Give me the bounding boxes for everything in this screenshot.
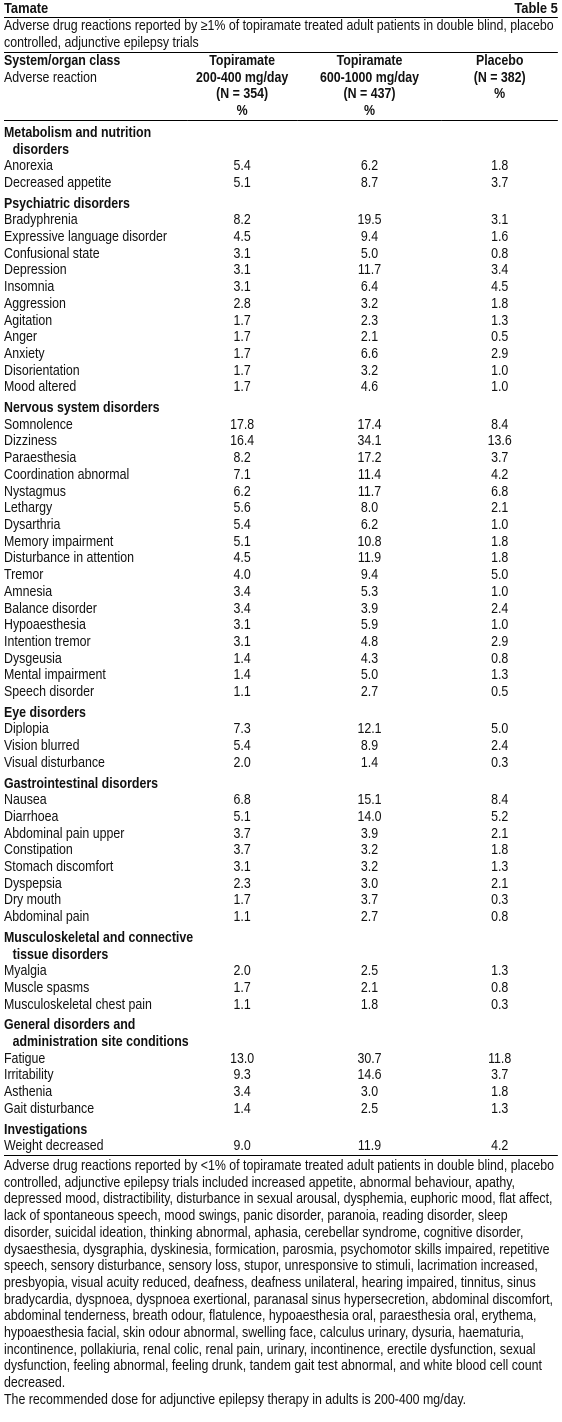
- section-heading-row: [4, 1017, 558, 1034]
- value-placebo: 8.4: [491, 792, 509, 809]
- table-row: [4, 1067, 558, 1084]
- section-heading: Musculoskeletal and connective: [4, 929, 194, 946]
- value-topiramate-high: 4.8: [360, 633, 379, 650]
- value-placebo: 1.3: [491, 667, 509, 684]
- table-row: [4, 1138, 558, 1155]
- reaction-name: Decreased appetite: [4, 174, 112, 191]
- table-row: [4, 601, 558, 618]
- value-topiramate-high: 1.8: [360, 996, 379, 1013]
- table-row: [4, 909, 558, 926]
- reaction-name: Somnolence: [4, 416, 73, 433]
- value-placebo: 0.3: [491, 996, 509, 1013]
- value-topiramate-high: 17.2: [357, 450, 382, 467]
- value-topiramate-low: 1.7: [233, 329, 251, 346]
- section-heading: Nervous system disorders: [4, 400, 160, 417]
- table-row: [4, 617, 558, 634]
- value-placebo: 3.4: [491, 262, 509, 279]
- value-topiramate-high: 6.4: [360, 279, 379, 296]
- value-topiramate-high: 1.4: [360, 754, 379, 771]
- table-row: [4, 450, 558, 467]
- value-topiramate-low: 5.4: [233, 158, 251, 175]
- value-topiramate-low: 3.1: [233, 859, 251, 876]
- table-row: [4, 246, 558, 263]
- value-topiramate-high: 3.2: [360, 295, 379, 312]
- value-placebo: 1.8: [491, 533, 509, 550]
- value-placebo: 1.8: [491, 295, 509, 312]
- value-topiramate-low: 7.3: [233, 721, 251, 738]
- value-topiramate-low: 1.4: [233, 667, 251, 684]
- column-header-line: Placebo: [475, 53, 524, 69]
- value-topiramate-high: 5.3: [360, 583, 379, 600]
- reaction-name: Memory impairment: [4, 533, 114, 550]
- value-topiramate-high: 12.1: [357, 721, 382, 738]
- value-placebo: 2.1: [491, 500, 509, 517]
- table-row: [4, 826, 558, 843]
- value-placebo: 5.2: [491, 808, 509, 825]
- value-topiramate-low: 9.3: [233, 1067, 251, 1084]
- value-topiramate-low: 2.8: [233, 295, 251, 312]
- reaction-name: Asthenia: [4, 1084, 53, 1101]
- value-placebo: 5.0: [491, 721, 509, 738]
- value-topiramate-high: 14.0: [357, 808, 382, 825]
- section-heading: administration site conditions: [12, 1034, 189, 1051]
- value-topiramate-low: 3.4: [233, 583, 251, 600]
- table-header-row: [4, 53, 558, 120]
- value-topiramate-high: 3.2: [360, 362, 379, 379]
- value-topiramate-high: 11.7: [357, 262, 382, 279]
- table-row: [4, 212, 558, 229]
- value-placebo: 1.0: [491, 516, 509, 533]
- value-topiramate-high: 19.5: [357, 212, 382, 229]
- section-heading-row: [4, 930, 558, 947]
- value-topiramate-low: 13.0: [230, 1050, 255, 1067]
- value-topiramate-low: 5.6: [233, 500, 251, 517]
- value-topiramate-high: 6.2: [360, 158, 379, 175]
- value-topiramate-high: 2.3: [360, 312, 379, 329]
- document-page: [4, 0, 558, 1409]
- section-heading-row: [4, 196, 558, 213]
- value-topiramate-low: 5.4: [233, 516, 251, 533]
- table-row: [4, 1051, 558, 1068]
- value-placebo: 3.7: [491, 174, 509, 191]
- value-topiramate-low: 1.7: [233, 379, 251, 396]
- value-topiramate-low: 2.0: [233, 754, 251, 771]
- section-heading-row: [4, 400, 558, 417]
- reaction-name: Dizziness: [4, 433, 57, 450]
- value-placebo: 2.4: [491, 738, 509, 755]
- value-topiramate-low: 16.4: [230, 433, 255, 450]
- section-heading-row: [4, 1122, 558, 1139]
- value-placebo: 11.8: [488, 1050, 512, 1067]
- value-topiramate-high: 11.9: [357, 1138, 382, 1155]
- value-topiramate-high: 2.7: [360, 684, 379, 701]
- section-heading: Psychiatric disorders: [4, 195, 130, 212]
- reaction-name: Disorientation: [4, 362, 80, 379]
- value-placebo: 0.3: [491, 892, 509, 909]
- value-topiramate-low: 1.4: [233, 1100, 251, 1117]
- value-placebo: 0.5: [491, 329, 509, 346]
- table-row: [4, 667, 558, 684]
- column-header-line: 200-400 mg/day: [196, 69, 289, 86]
- value-topiramate-high: 11.7: [357, 483, 382, 500]
- value-topiramate-low: 1.7: [233, 312, 251, 329]
- reaction-name: Agitation: [4, 312, 53, 329]
- footnote-rare-reactions: Adverse drug reactions reported by <1% of topiramate treated adult patients in double blind, placebo controlled, adjunctive epilepsy trials included increased appetite, abnormal behaviour, apathy, depressed mood, distractibility, disturbance in sexual arousal, dysphemia, euphoric mood, flat affect, lack of spontaneous speech, mood swings, panic disorder, paranoia, reading disorder, sleep disorder, suicidal ideation, thinking abnormal, aphasia, cerebellar syndrome, cognitive disorder, dysaesthesia, dysgraphia, dyskinesia, formication, parosmia, psychomotor skills impaired, repetitive speech, sensory disturbance, sensory loss, stupor, unresponsive to stimuli, lacrimation increased, presbyopia, visual acuity reduced, deafness, deafness unilateral, hearing impaired, tinnitus, sinus bradycardia, dyspnoea, dyspnoea exertional, paranasal sinus hypersecretion, abdominal discomfort, abdominal tenderness, breath odour, flatulence, hypoaesthesia oral, paraesthesia oral, erythema, hypoaesthesia facial, skin odour abnormal, swelling face, calculus urinary, dysuria, haematuria, incontinence, pollakiuria, renal colic, renal pain, urinary, incontinence, erectile dysfunction, sexual dysfunction, feeling abnormal, feeling drunk, tandem gait test abnormal, and white blood cell count decreased.: [4, 1158, 555, 1392]
- reaction-name: Amnesia: [4, 583, 53, 600]
- value-topiramate-high: 30.7: [357, 1050, 382, 1067]
- value-topiramate-high: 2.5: [360, 963, 379, 980]
- reaction-name: Abdominal pain: [4, 909, 90, 926]
- value-placebo: 3.7: [491, 1067, 509, 1084]
- value-topiramate-low: 3.1: [233, 279, 251, 296]
- table-row: [4, 379, 558, 396]
- value-placebo: 4.5: [491, 279, 509, 296]
- value-topiramate-low: 3.7: [233, 825, 251, 842]
- value-topiramate-high: 5.0: [360, 245, 379, 262]
- value-topiramate-low: 2.3: [233, 875, 251, 892]
- reaction-name: Depression: [4, 262, 67, 279]
- column-header-topiramate-low: [187, 53, 298, 120]
- footnote: [4, 1155, 558, 1409]
- table-row: [4, 876, 558, 893]
- value-topiramate-low: 17.8: [230, 416, 255, 433]
- reaction-name: Paraesthesia: [4, 450, 77, 467]
- table-row: [4, 158, 558, 175]
- value-placebo: 6.8: [491, 483, 509, 500]
- table-row: [4, 484, 558, 501]
- table-row: [4, 892, 558, 909]
- value-topiramate-low: 1.1: [233, 909, 251, 926]
- value-topiramate-low: 1.1: [233, 684, 251, 701]
- value-topiramate-low: 5.1: [233, 533, 251, 550]
- value-topiramate-high: 8.0: [360, 500, 379, 517]
- reaction-name: Insomnia: [4, 279, 55, 296]
- value-topiramate-high: 17.4: [357, 416, 382, 433]
- value-topiramate-low: 8.2: [233, 450, 251, 467]
- value-placebo: 4.2: [491, 1138, 509, 1155]
- reaction-name: Diarrhoea: [4, 808, 59, 825]
- table-row: [4, 963, 558, 980]
- table-body: [4, 120, 558, 1155]
- brand-name: Tamate: [4, 0, 49, 17]
- value-topiramate-high: 3.0: [360, 1084, 379, 1101]
- section-heading: Investigations: [4, 1121, 88, 1138]
- section-heading-row: [4, 705, 558, 722]
- value-topiramate-low: 8.2: [233, 212, 251, 229]
- value-topiramate-high: 9.4: [360, 567, 379, 584]
- reaction-name: Gait disturbance: [4, 1100, 95, 1117]
- value-placebo: 1.0: [491, 379, 509, 396]
- value-placebo: 0.3: [491, 754, 509, 771]
- value-placebo: 1.0: [491, 617, 509, 634]
- column-header-line: (N = 354): [216, 86, 269, 103]
- reaction-name: Tremor: [4, 567, 44, 584]
- value-topiramate-high: 3.2: [360, 842, 379, 859]
- reaction-name: Aggression: [4, 295, 66, 312]
- value-topiramate-low: 7.1: [233, 466, 251, 483]
- value-topiramate-high: 2.1: [360, 329, 379, 346]
- section-heading: General disorders and: [4, 1017, 136, 1034]
- value-topiramate-high: 11.9: [357, 550, 382, 567]
- column-header-line: Topiramate: [336, 53, 403, 69]
- table-row: [4, 567, 558, 584]
- table-row: [4, 792, 558, 809]
- table-row: [4, 262, 558, 279]
- reaction-name: Bradyphrenia: [4, 212, 78, 229]
- reaction-name: Lethargy: [4, 500, 53, 517]
- value-placebo: 1.3: [491, 1100, 509, 1117]
- value-placebo: 4.2: [491, 466, 509, 483]
- column-header-placebo: [442, 53, 558, 120]
- value-topiramate-low: 3.1: [233, 617, 251, 634]
- value-placebo: 5.0: [491, 567, 509, 584]
- table-row: [4, 997, 558, 1014]
- reaction-name: Nausea: [4, 792, 47, 809]
- value-topiramate-high: 10.8: [357, 533, 382, 550]
- table-row: [4, 842, 558, 859]
- column-header-reaction-title: Adverse reaction: [4, 69, 97, 86]
- section-heading: Eye disorders: [4, 704, 86, 721]
- footnote-recommended-dose: The recommended dose for adjunctive epilepsy therapy in adults is 200-400 mg/day.: [4, 1391, 467, 1408]
- value-topiramate-low: 4.0: [233, 567, 251, 584]
- table-row: [4, 467, 558, 484]
- value-topiramate-high: 6.2: [360, 516, 379, 533]
- reaction-name: Mental impairment: [4, 667, 106, 684]
- table-row: [4, 584, 558, 601]
- column-header-class-title: System/organ class: [4, 53, 121, 69]
- table-row: [4, 755, 558, 772]
- reaction-name: Anger: [4, 329, 38, 346]
- value-placebo: 1.6: [491, 229, 509, 246]
- value-placebo: 2.9: [491, 345, 509, 362]
- table-row: [4, 363, 558, 380]
- table-row: [4, 433, 558, 450]
- column-header-line: (N = 437): [343, 86, 396, 103]
- table-row: [4, 1084, 558, 1101]
- value-placebo: 1.3: [491, 859, 509, 876]
- value-topiramate-high: 6.6: [360, 345, 379, 362]
- table-row: [4, 634, 558, 651]
- reaction-name: Disturbance in attention: [4, 550, 135, 567]
- section-heading-row: [4, 947, 558, 964]
- reaction-name: Dyspepsia: [4, 875, 62, 892]
- value-topiramate-high: 3.2: [360, 859, 379, 876]
- value-placebo: 1.3: [491, 963, 509, 980]
- reaction-name: Hypoaesthesia: [4, 617, 86, 634]
- section-heading: tissue disorders: [12, 946, 109, 963]
- value-topiramate-high: 5.9: [360, 617, 379, 634]
- value-placebo: 2.9: [491, 633, 509, 650]
- reaction-name: Balance disorder: [4, 600, 97, 617]
- reaction-name: Dysarthria: [4, 516, 61, 533]
- table-row: [4, 313, 558, 330]
- value-topiramate-low: 1.7: [233, 345, 251, 362]
- section-heading-row: [4, 125, 558, 142]
- section-heading: Gastrointestinal disorders: [4, 775, 159, 792]
- value-topiramate-high: 3.9: [360, 600, 379, 617]
- value-topiramate-low: 1.1: [233, 996, 251, 1013]
- value-topiramate-low: 5.1: [233, 808, 251, 825]
- value-topiramate-low: 2.0: [233, 963, 251, 980]
- value-placebo: 0.8: [491, 650, 509, 667]
- value-placebo: 3.1: [491, 212, 509, 229]
- table-row: [4, 329, 558, 346]
- value-placebo: 1.0: [491, 362, 509, 379]
- value-topiramate-low: 1.7: [233, 362, 251, 379]
- table-row: [4, 175, 558, 192]
- value-topiramate-high: 11.4: [357, 466, 382, 483]
- value-placebo: 2.4: [491, 600, 509, 617]
- value-topiramate-high: 3.9: [360, 825, 379, 842]
- adverse-reactions-table: [4, 53, 558, 1155]
- value-topiramate-high: 2.5: [360, 1100, 379, 1117]
- value-topiramate-low: 5.4: [233, 738, 251, 755]
- value-placebo: 1.8: [491, 158, 509, 175]
- reaction-name: Nystagmus: [4, 483, 66, 500]
- value-topiramate-low: 4.5: [233, 550, 251, 567]
- value-topiramate-high: 34.1: [357, 433, 382, 450]
- value-topiramate-high: 2.1: [360, 979, 379, 996]
- table-row: [4, 517, 558, 534]
- reaction-name: Anxiety: [4, 345, 45, 362]
- table-row: [4, 1101, 558, 1118]
- value-topiramate-low: 3.4: [233, 600, 251, 617]
- reaction-name: Fatigue: [4, 1050, 46, 1067]
- reaction-name: Confusional state: [4, 245, 100, 262]
- table-row: [4, 229, 558, 246]
- section-heading-row: [4, 142, 558, 159]
- column-header-line: Topiramate: [209, 53, 276, 69]
- reaction-name: Weight decreased: [4, 1138, 104, 1155]
- value-placebo: 1.8: [491, 550, 509, 567]
- table-row: [4, 550, 558, 567]
- value-topiramate-high: 3.7: [360, 892, 379, 909]
- table-row: [4, 980, 558, 997]
- document-header: [4, 0, 558, 18]
- reaction-name: Intention tremor: [4, 633, 91, 650]
- column-header-line: %: [236, 103, 248, 120]
- table-row: [4, 809, 558, 826]
- reaction-name: Stomach discomfort: [4, 859, 114, 876]
- reaction-name: Anorexia: [4, 158, 53, 175]
- value-topiramate-low: 3.7: [233, 842, 251, 859]
- value-placebo: 8.4: [491, 416, 509, 433]
- value-placebo: 0.8: [491, 979, 509, 996]
- value-placebo: 1.8: [491, 842, 509, 859]
- reaction-name: Coordination abnormal: [4, 466, 130, 483]
- table-row: [4, 738, 558, 755]
- value-placebo: 1.3: [491, 312, 509, 329]
- table-row: [4, 279, 558, 296]
- table-row: [4, 346, 558, 363]
- value-topiramate-high: 8.7: [360, 174, 379, 191]
- value-topiramate-low: 3.4: [233, 1084, 251, 1101]
- value-topiramate-high: 8.9: [360, 738, 379, 755]
- reaction-name: Musculoskeletal chest pain: [4, 996, 152, 1013]
- reaction-name: Diplopia: [4, 721, 49, 738]
- table-label: Table 5: [514, 0, 558, 17]
- value-placebo: 1.8: [491, 1084, 509, 1101]
- value-placebo: 0.8: [491, 909, 509, 926]
- column-header-topiramate-high: [298, 53, 442, 120]
- reaction-name: Vision blurred: [4, 738, 80, 755]
- table-row: [4, 651, 558, 668]
- value-topiramate-high: 14.6: [357, 1067, 382, 1084]
- reaction-name: Visual disturbance: [4, 754, 105, 771]
- section-heading-row: [4, 1034, 558, 1051]
- value-topiramate-low: 6.8: [233, 792, 251, 809]
- table-row: [4, 859, 558, 876]
- column-header-class: [4, 53, 187, 120]
- reaction-name: Dysgeusia: [4, 650, 62, 667]
- table-row: [4, 296, 558, 313]
- value-topiramate-low: 3.1: [233, 633, 251, 650]
- section-heading: Metabolism and nutrition: [4, 124, 152, 141]
- reaction-name: Abdominal pain upper: [4, 825, 125, 842]
- value-placebo: 2.1: [491, 875, 509, 892]
- value-topiramate-high: 9.4: [360, 229, 379, 246]
- value-topiramate-low: 3.1: [233, 262, 251, 279]
- value-topiramate-high: 5.0: [360, 667, 379, 684]
- value-placebo: 0.8: [491, 245, 509, 262]
- value-topiramate-high: 2.7: [360, 909, 379, 926]
- value-placebo: 0.5: [491, 684, 509, 701]
- table-row: [4, 417, 558, 434]
- value-topiramate-low: 5.1: [233, 174, 251, 191]
- reaction-name: Expressive language disorder: [4, 229, 168, 246]
- reaction-name: Dry mouth: [4, 892, 62, 909]
- value-topiramate-high: 4.3: [360, 650, 379, 667]
- value-placebo: 1.0: [491, 583, 509, 600]
- value-placebo: 2.1: [491, 825, 509, 842]
- table-row: [4, 534, 558, 551]
- reaction-name: Muscle spasms: [4, 979, 90, 996]
- table-row: [4, 684, 558, 701]
- value-topiramate-low: 6.2: [233, 483, 251, 500]
- reaction-name: Irritability: [4, 1067, 54, 1084]
- section-heading-row: [4, 776, 558, 793]
- value-topiramate-low: 9.0: [233, 1138, 251, 1155]
- value-topiramate-high: 3.0: [360, 875, 379, 892]
- value-topiramate-high: 4.6: [360, 379, 379, 396]
- section-heading: disorders: [12, 141, 70, 158]
- value-topiramate-low: 3.1: [233, 245, 251, 262]
- column-header-line: 600-1000 mg/day: [319, 69, 420, 86]
- column-header-line: %: [364, 103, 376, 120]
- table-row: [4, 721, 558, 738]
- value-placebo: 13.6: [487, 433, 512, 450]
- value-topiramate-low: 1.7: [233, 979, 251, 996]
- column-header-line: (N = 382): [473, 69, 526, 86]
- value-topiramate-low: 1.7: [233, 892, 251, 909]
- value-topiramate-low: 1.4: [233, 650, 251, 667]
- column-header-line: %: [494, 86, 506, 103]
- table-caption: Adverse drug reactions reported by ≥1% of topiramate treated adult patients in double blind, placebo controlled, adjunctive epilepsy trials: [4, 18, 558, 53]
- reaction-name: Myalgia: [4, 963, 47, 980]
- value-topiramate-low: 4.5: [233, 229, 251, 246]
- table-row: [4, 500, 558, 517]
- reaction-name: Constipation: [4, 842, 73, 859]
- value-placebo: 3.7: [491, 450, 509, 467]
- reaction-name: Speech disorder: [4, 684, 95, 701]
- reaction-name: Mood altered: [4, 379, 77, 396]
- value-topiramate-high: 15.1: [357, 792, 382, 809]
